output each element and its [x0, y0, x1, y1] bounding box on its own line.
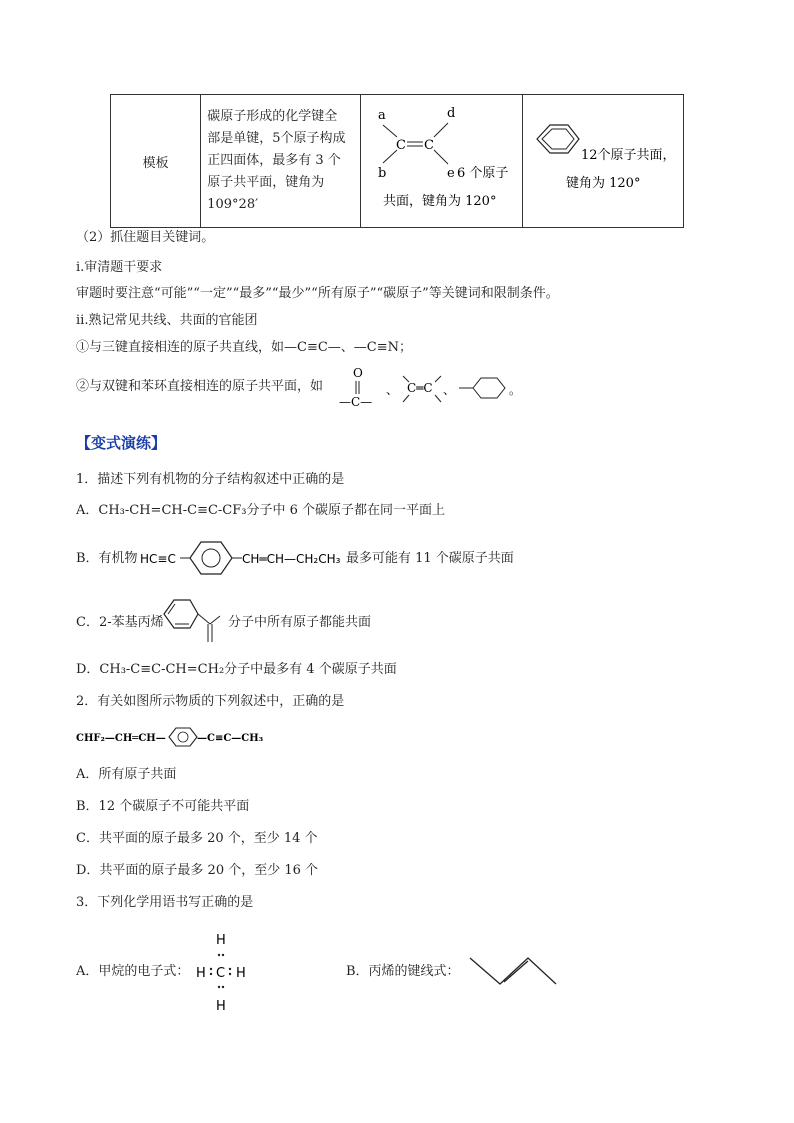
q2-formula-right: —C≡C—CH₃ [197, 733, 264, 744]
q1b-right: CH═CH—CH₂CH₃ [242, 552, 341, 566]
line2-prefix: ②与双键和苯环直接相连的原子共平面，如 [76, 379, 324, 394]
h-left: H [196, 966, 206, 981]
label-a: a [378, 108, 386, 123]
q1-option-c-prefix: C．2-苯基丙烯 [76, 615, 164, 630]
q1-option-b-structure [140, 538, 350, 584]
ethene-structure [361, 95, 523, 229]
practice-heading: 【变式演练】 [76, 434, 167, 452]
q3-option-b-label: B．丙烯的键线式： [346, 964, 460, 979]
propene-skeletal [466, 952, 562, 992]
label-e: e [447, 166, 455, 181]
carbonyl-c: —C— [339, 395, 373, 408]
bond-b [383, 150, 397, 163]
benzene-cell [522, 95, 683, 228]
item-i-text: 审题时要注意“可能”“一定”“最多”“最少”“所有原子”“碳原子”等关键词和限制条件。 [76, 286, 559, 301]
q1c-molecule [160, 596, 230, 646]
line1: ①与三键直接相连的原子共直线，如—C≡C—、—C≡N； [76, 340, 413, 355]
ethene-cell [361, 95, 522, 228]
label-b: b [378, 166, 387, 181]
benzene-text-2: 键角为 120° [565, 176, 641, 191]
q2-molecule [76, 724, 296, 752]
item-i: ⅰ.审清题干要求 [76, 260, 163, 275]
q2-formula-left: CHF₂—CH═CH— [76, 733, 166, 744]
propene-double-bond [504, 961, 528, 982]
q2-option-b: B．12 个碳原子不可能共平面 [76, 799, 250, 814]
methane-line: 109°28′ [207, 197, 259, 212]
methane-electron-formula [192, 928, 262, 1018]
q1-stem: 1．描述下列有机物的分子结构叙述中正确的是 [76, 472, 345, 487]
bond-e [434, 150, 448, 164]
item-ii: ⅱ.熟记常见共线、共面的官能团 [76, 313, 258, 328]
ethene-text-1: 6 个原子 [457, 166, 509, 181]
q2-ring [169, 728, 197, 746]
carbonyl-o: O [353, 366, 363, 380]
benzene-inner [542, 129, 574, 149]
row-label: 模板 [111, 95, 201, 228]
carbon-left: C [396, 138, 407, 153]
h-right: H [236, 966, 246, 981]
bond-a [383, 125, 397, 137]
q3-option-a-label: A．甲烷的电子式： [76, 964, 190, 979]
benzene-structure [523, 95, 685, 229]
section2-title: （2）抓住题目关键词。 [76, 230, 215, 245]
benzene-text-1: 12个原子共面， [580, 148, 676, 163]
ethene-text-2: 共面，键角为 120° [383, 194, 497, 209]
methane-line: 碳原子形成的化学键全 [207, 109, 338, 124]
methane-line: 部是单键，5个原子构成 [207, 131, 346, 146]
alkene-c: C═C [407, 381, 433, 395]
methane-cell [201, 95, 361, 228]
carbon-right: C [424, 138, 435, 153]
end-mark: 。 [509, 383, 522, 397]
h-top: H [216, 933, 226, 948]
q2-stem: 2．有关如图所示物质的下列叙述中，正确的是 [76, 694, 345, 709]
q1-option-b-suffix: 最多可能有 11 个碳原子共面 [346, 551, 514, 566]
q1b-ring [190, 542, 232, 574]
methane-line: 正四面体，最多有 3 个 [207, 153, 341, 168]
q1-option-c-suffix: 分子中所有原子都能共面 [228, 615, 372, 630]
propene-chain [470, 958, 556, 984]
label-d: d [447, 106, 456, 121]
bond-d [434, 123, 448, 137]
q1b-left: HC≡C [140, 552, 176, 566]
q3-stem: 3．下列化学用语书写正确的是 [76, 895, 254, 910]
q1b-molecule [140, 538, 350, 580]
q1-option-b-prefix: B．有机物 [76, 551, 138, 566]
functional-groups [325, 364, 525, 408]
q1-option-d: D．CH₃-C≡C-CH=CH₂分子中最多有 4 个碳原子共面 [76, 662, 397, 677]
h-bottom: H [216, 999, 226, 1014]
c-center: C [216, 966, 226, 981]
q2-option-c: C．共平面的原子最多 20 个，至少 14 个 [76, 831, 318, 846]
q1-option-a: A．CH₃-CH=CH-C≡C-CF₃分子中 6 个碳原子都在同一平面上 [76, 503, 446, 518]
q2-option-d: D．共平面的原子最多 20 个，至少 16 个 [76, 863, 319, 878]
template-table [110, 94, 684, 228]
methane-line: 原子共平面，键角为 [207, 175, 325, 190]
separator: 、 [443, 383, 456, 397]
q2-option-a: A．所有原子共面 [76, 767, 177, 782]
separator: 、 [386, 383, 399, 397]
benzene-small [473, 378, 505, 398]
